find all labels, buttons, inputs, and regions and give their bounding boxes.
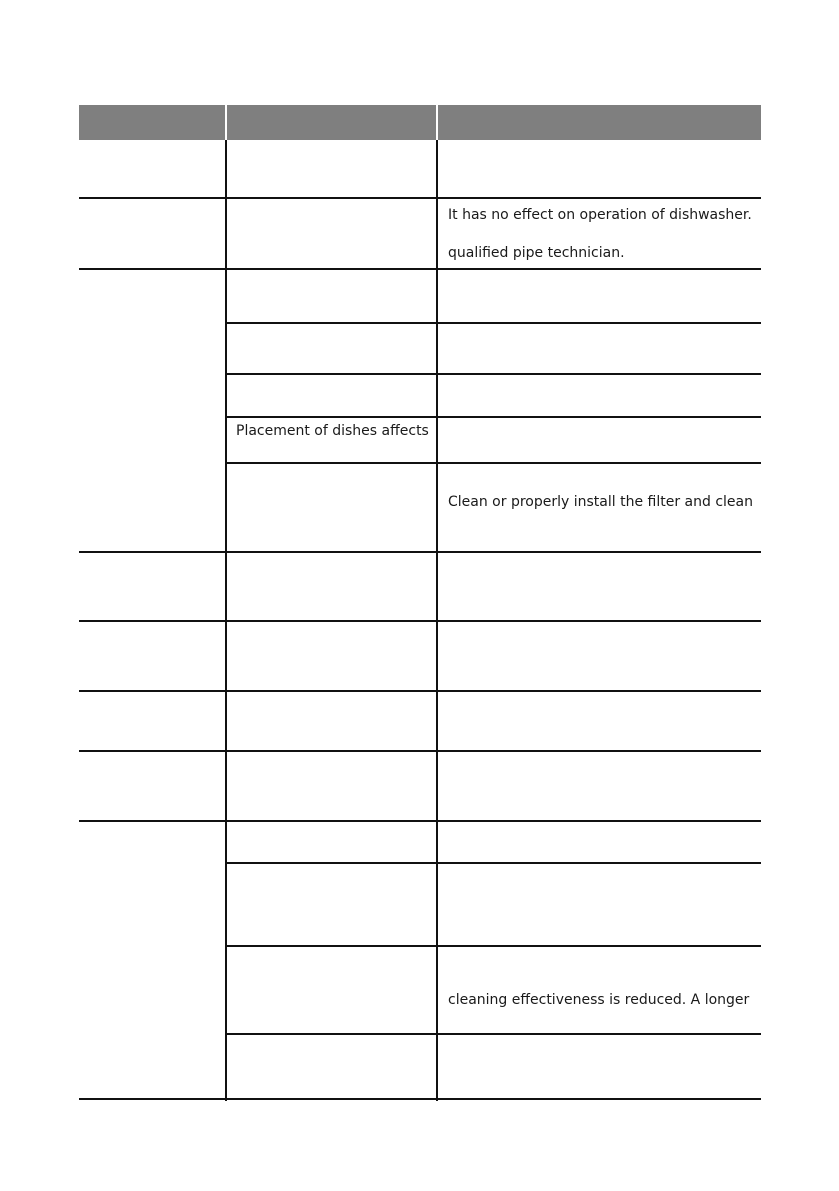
row-divider (79, 268, 761, 270)
solution-text: Clean or properly install the filter and clean (448, 494, 753, 510)
cause-text: Placement of dishes affects (236, 423, 429, 439)
subrow-divider (225, 1033, 761, 1035)
subrow-divider (225, 462, 761, 464)
subrow-divider (225, 416, 761, 418)
subrow-divider (225, 945, 761, 947)
row-divider (79, 197, 761, 199)
row-divider (79, 551, 761, 553)
solution-text: It has no effect on operation of dishwasher. (448, 207, 752, 223)
row-divider (79, 750, 761, 752)
solution-text: cleaning effectiveness is reduced. A longer (448, 992, 750, 1008)
row-divider (79, 1098, 761, 1100)
subrow-divider (225, 373, 761, 375)
subrow-divider (225, 862, 761, 864)
table-header (79, 105, 761, 140)
row-divider (79, 820, 761, 822)
header-divider (225, 105, 227, 140)
subrow-divider (225, 322, 761, 324)
row-divider (79, 690, 761, 692)
header-divider (436, 105, 438, 140)
row-divider (79, 620, 761, 622)
solution-text: qualified pipe technician. (448, 245, 625, 261)
